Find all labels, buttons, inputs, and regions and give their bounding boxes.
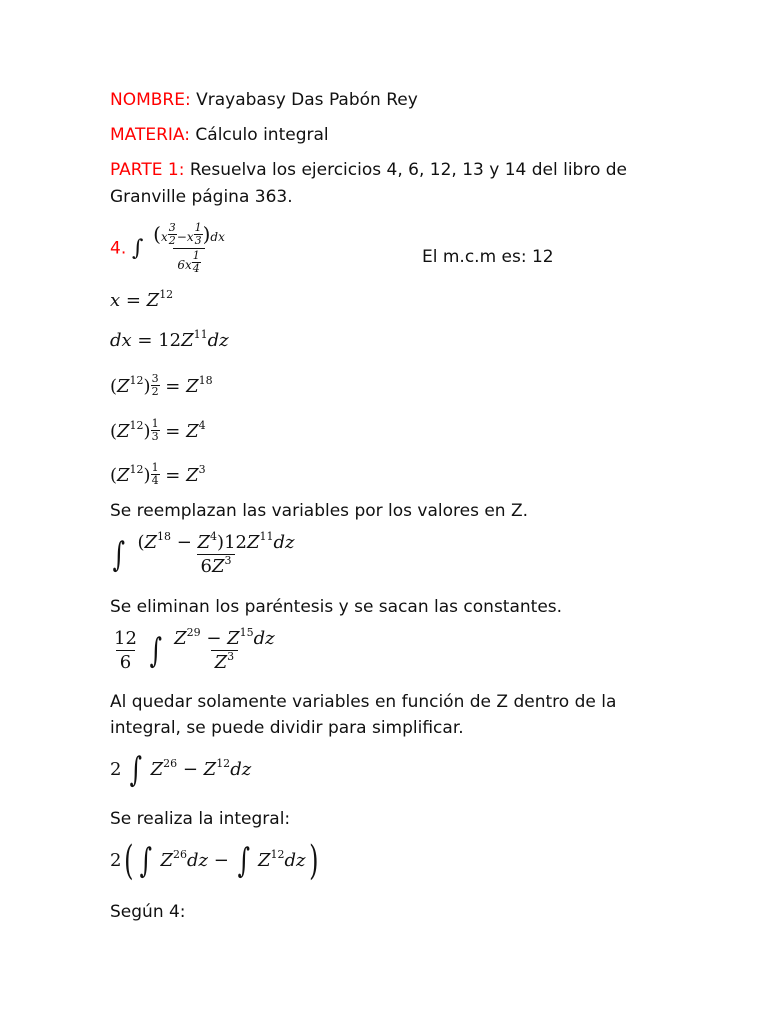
materia-value: Cálculo integral xyxy=(195,125,329,145)
integral-text: Se realiza la integral: xyxy=(110,809,291,829)
simplificar-text-1: Al quedar solamente variables en función de Z dentro de la xyxy=(110,692,617,712)
substitution-x: $x = Z^{12}$ xyxy=(110,288,174,311)
segun-text: Según 4: xyxy=(110,902,186,922)
parte-text-2: Granville página 363. xyxy=(110,187,293,207)
integral-substituted: ∫ $\frac{(Z^{18} - Z^4)12Z^{11}dz}{6Z^3}$ xyxy=(112,530,295,577)
reemplazo-text: Se reemplazan las variables por los valores en Z. xyxy=(110,501,529,521)
parentesis-text: Se eliminan los paréntesis y se sacan las constantes. xyxy=(110,597,563,617)
integral-split: 2( ∫ $Z^{26}dz$ − ∫ $Z^{12}dz$) xyxy=(110,838,319,884)
parte-text-1: Resuelva los ejercicios 4, 6, 12, 13 y 14 del libro de xyxy=(189,160,628,180)
materia-label: MATERIA: xyxy=(110,125,190,145)
power-three-halves: $(Z^{12})$ $\frac{3}{2}$ = $Z^{18}$ xyxy=(110,372,213,398)
simplificar-text-2: integral, se puede dividir para simplificar. xyxy=(110,718,464,738)
materia-line xyxy=(110,124,329,146)
power-one-third: $(Z^{12})$ $\frac{1}{3}$ = $Z^4$ xyxy=(110,417,206,443)
exercise-4-integral: 4. ∫ (x $\frac{3}{2}$ −x $\frac{1}{3}$ )dx 6x $\frac{1}{4}$ xyxy=(110,221,225,275)
parte-line-1 xyxy=(110,159,627,181)
integral-constants: $\frac{12}{6}$ ∫ $\frac{Z^{29} - Z^{15}dz}{Z^3}$ xyxy=(114,626,275,673)
substitution-dx: dx = $12Z^{11}dz$ xyxy=(110,328,229,351)
exercise-number: 4. xyxy=(110,238,127,259)
nombre-label: NOMBRE: xyxy=(110,90,191,110)
nombre-line xyxy=(110,89,418,111)
mcm-text: El m.c.m es: 12 xyxy=(422,247,554,267)
power-one-fourth: $(Z^{12})$ $\frac{1}{4}$ = $Z^3$ xyxy=(110,461,206,487)
nombre-value: Vrayabasy Das Pabón Rey xyxy=(196,90,418,110)
parte-label: PARTE 1: xyxy=(110,160,185,180)
integral-simplified: 2 ∫ $Z^{26} - Z^{12}dz$ xyxy=(110,750,252,790)
